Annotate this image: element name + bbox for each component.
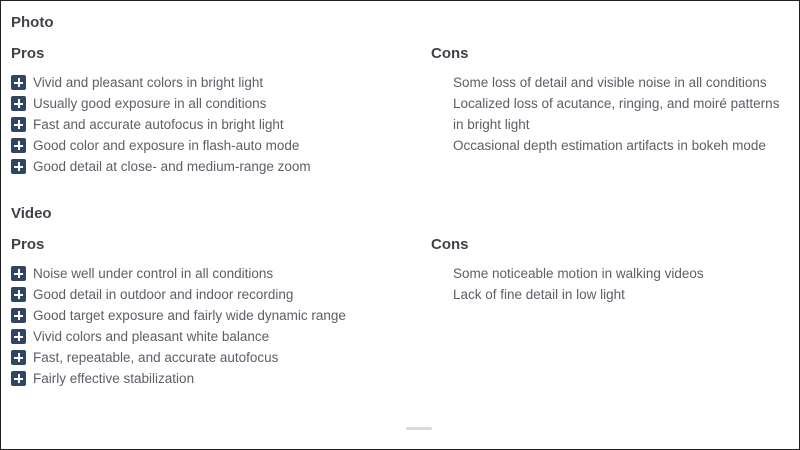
plus-icon bbox=[11, 75, 26, 90]
section-title-photo: Photo bbox=[11, 14, 54, 31]
pro-item: Good target exposure and fairly wide dynamic range bbox=[11, 305, 411, 326]
con-item: Occasional depth estimation artifacts in bokeh mode bbox=[453, 138, 766, 153]
pro-item: Good detail in outdoor and indoor recording bbox=[11, 284, 411, 305]
video-cons-list bbox=[431, 263, 791, 305]
plus-icon bbox=[11, 371, 26, 386]
video-section bbox=[11, 204, 791, 386]
photo-pros-list bbox=[11, 72, 411, 177]
plus-icon bbox=[11, 308, 26, 323]
plus-icon bbox=[11, 138, 26, 153]
con-item: Lack of fine detail in low light bbox=[453, 287, 625, 302]
section-title-video: Video bbox=[11, 205, 52, 222]
pro-item: Good color and exposure in flash-auto mode bbox=[11, 135, 411, 156]
video-pros-heading: Pros bbox=[11, 236, 45, 253]
plus-icon bbox=[11, 287, 26, 302]
video-cons-column bbox=[431, 224, 791, 305]
plus-icon bbox=[11, 96, 26, 111]
con-item: Localized loss of acutance, ringing, and moiré patterns in bright light bbox=[453, 96, 780, 132]
photo-cons-list bbox=[431, 72, 791, 156]
con-item: Some loss of detail and visible noise in all conditions bbox=[453, 75, 767, 90]
pro-item: Fast, repeatable, and accurate autofocus bbox=[11, 347, 411, 368]
pro-item: Vivid colors and pleasant white balance bbox=[11, 326, 411, 347]
con-item: Some noticeable motion in walking videos bbox=[453, 266, 704, 281]
pro-item: Noise well under control in all conditions bbox=[11, 263, 411, 284]
photo-pros-heading: Pros bbox=[11, 45, 45, 62]
plus-icon bbox=[11, 159, 26, 174]
photo-section bbox=[11, 13, 791, 183]
pro-item: Fairly effective stabilization bbox=[11, 368, 411, 389]
photo-cons-heading: Cons bbox=[431, 45, 469, 62]
video-cons-heading: Cons bbox=[431, 236, 469, 253]
pro-item: Usually good exposure in all conditions bbox=[11, 93, 411, 114]
plus-icon bbox=[11, 329, 26, 344]
photo-pros-column bbox=[11, 33, 411, 177]
photo-cons-column bbox=[431, 33, 791, 156]
video-pros-column bbox=[11, 224, 411, 389]
pro-item: Fast and accurate autofocus in bright light bbox=[11, 114, 411, 135]
pro-item: Good detail at close- and medium-range zoom bbox=[11, 156, 411, 177]
video-pros-list bbox=[11, 263, 411, 389]
plus-icon bbox=[11, 266, 26, 281]
plus-icon bbox=[11, 117, 26, 132]
plus-icon bbox=[11, 350, 26, 365]
pro-item: Vivid and pleasant colors in bright light bbox=[11, 72, 411, 93]
scroll-handle[interactable] bbox=[406, 427, 432, 430]
